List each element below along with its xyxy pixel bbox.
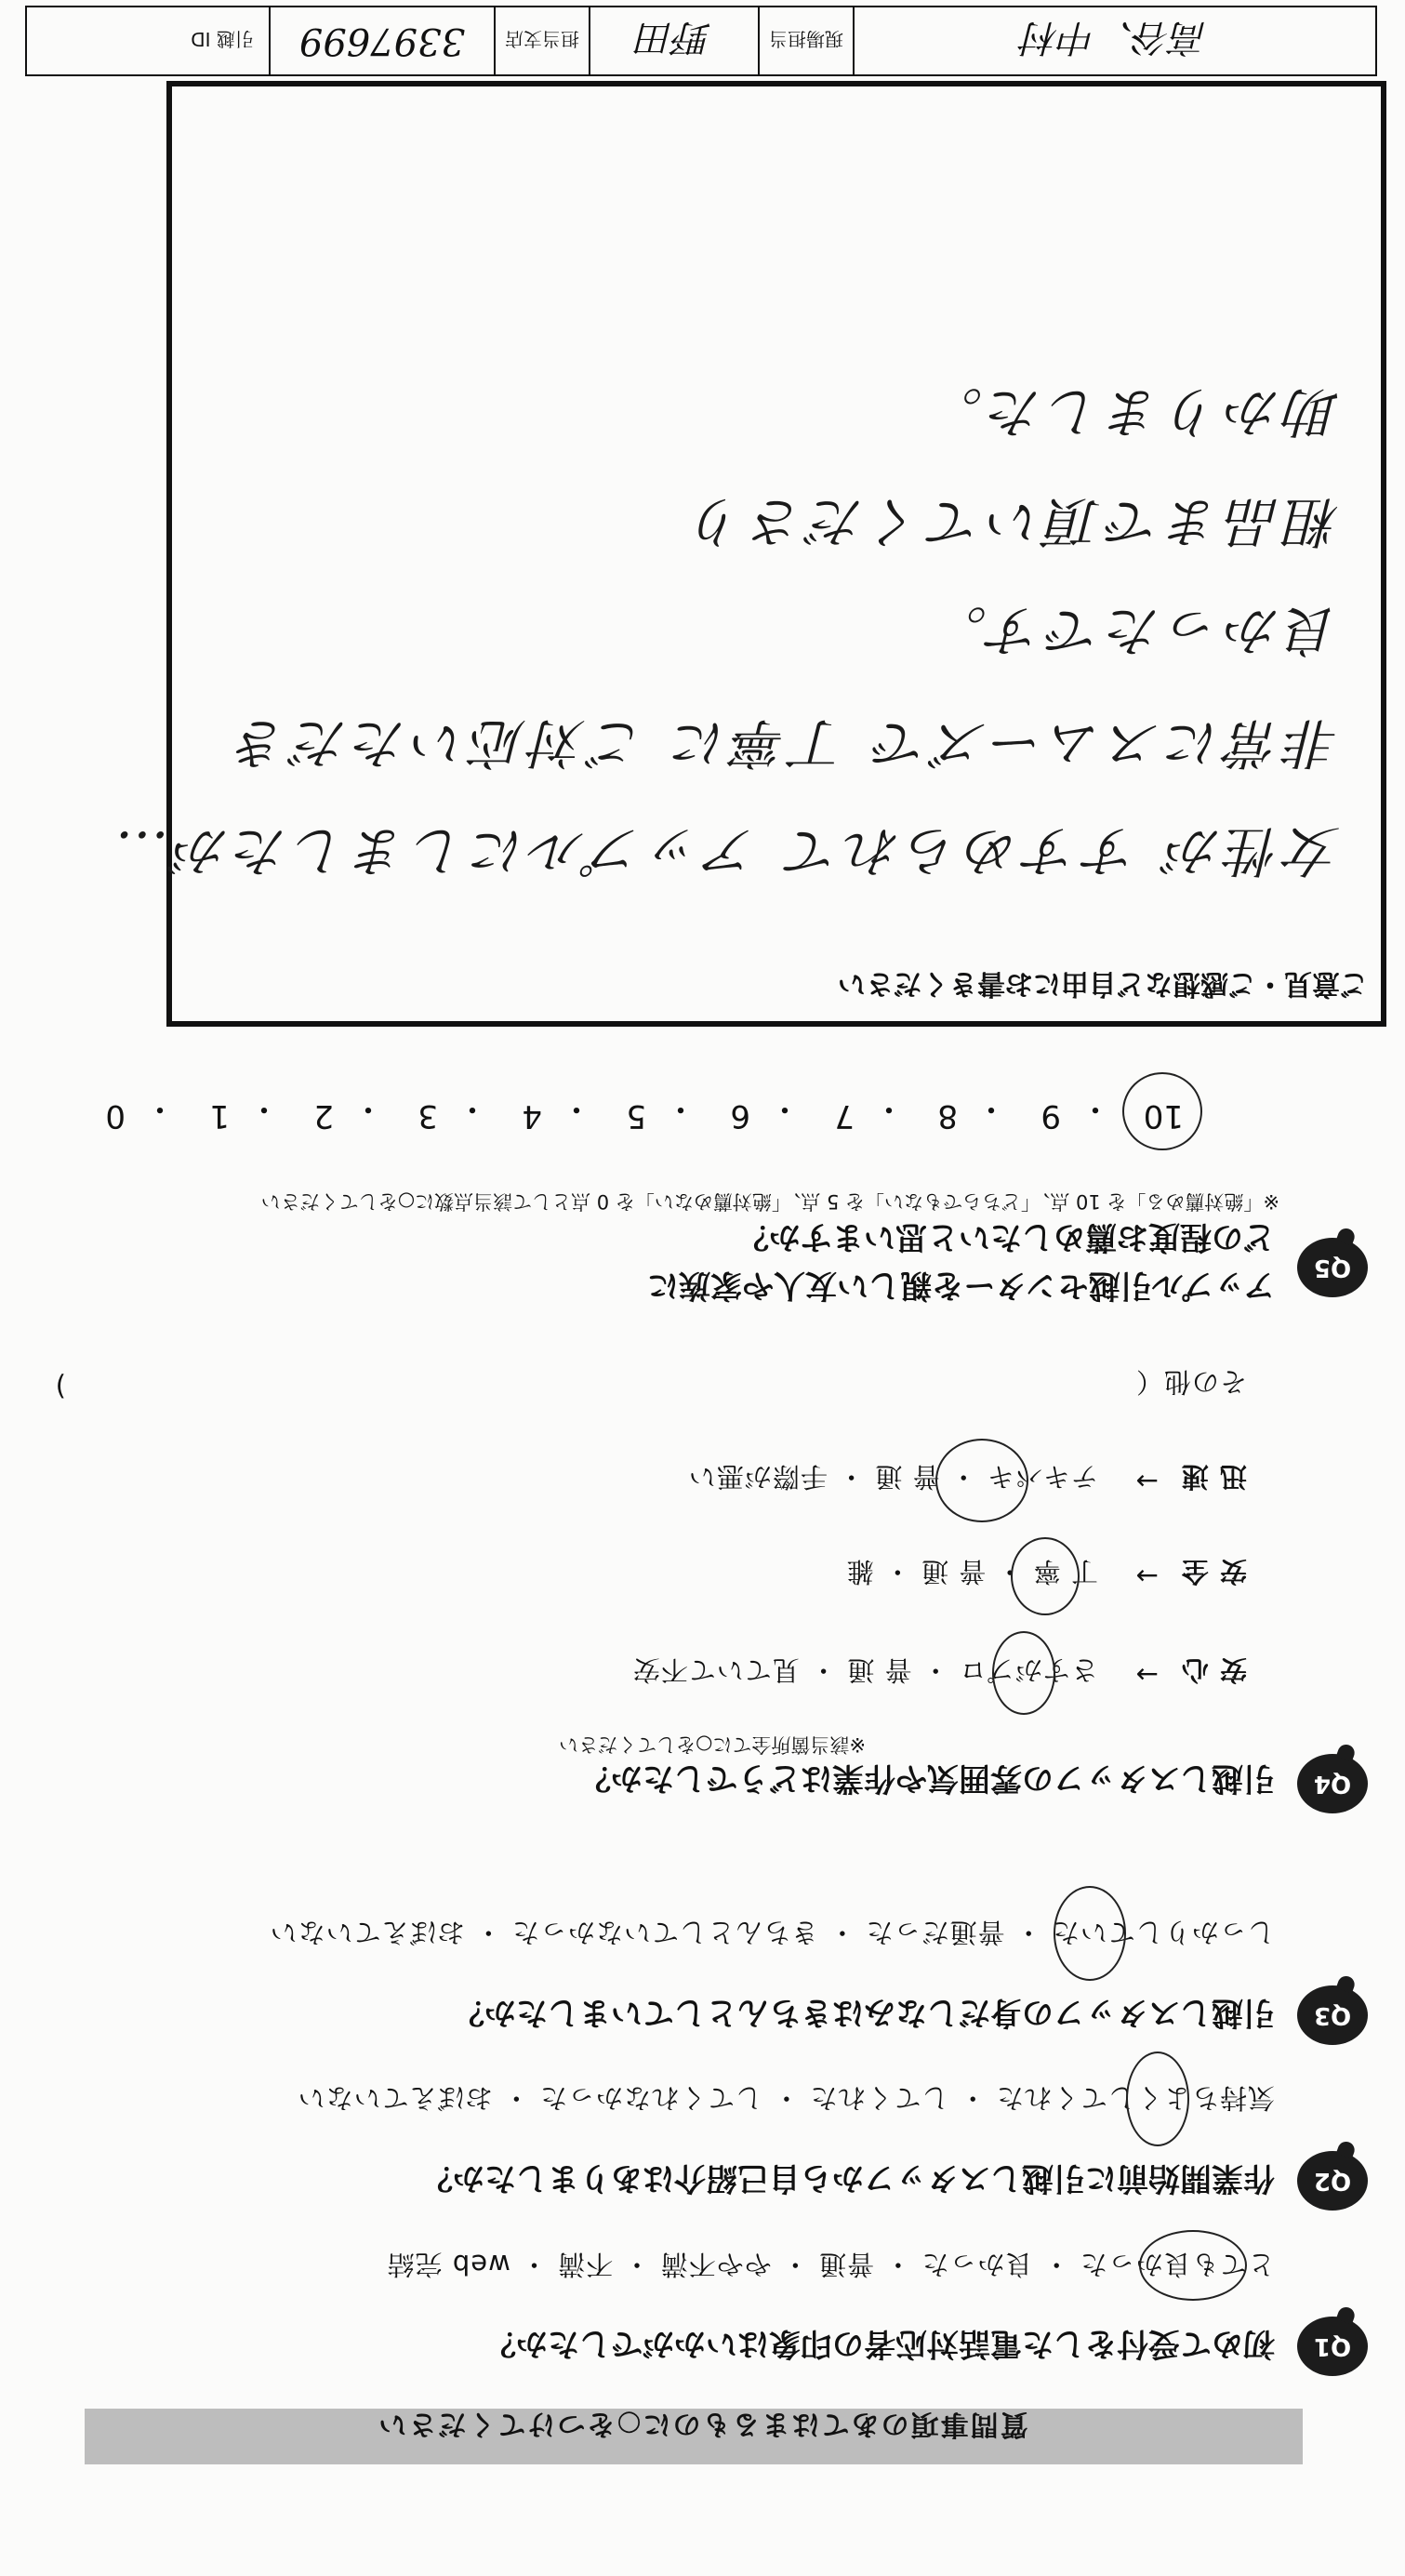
q5-scale-3: 3 [418, 1097, 438, 1135]
q5-scale-10: 10 [1143, 1097, 1184, 1135]
q1-selection-circle [1139, 2230, 1247, 2301]
q5-scale-8: 8 [937, 1097, 958, 1135]
q4-row-anzen-label: 安 全 [1180, 1556, 1247, 1587]
q1-text: 初めて受付をした電話対応者の印象はいかがでしたか？ [484, 2325, 1275, 2362]
q5-scale-4: 4 [522, 1097, 542, 1135]
leader-label: 現場担当 [769, 28, 843, 51]
q5-scale-0: 0 [105, 1097, 126, 1135]
q4-row-anshin-options: さすがプロ ・ 普 通 ・ 見ていて不安 [631, 1654, 1098, 1686]
branch-label: 担当支店 [505, 28, 579, 51]
q4-text: 引越しスタッフの雰囲気や作業はどうでしたか？ [579, 1759, 1275, 1797]
q5-badge: Q5 [1297, 1238, 1368, 1297]
leader-value-cell [853, 7, 1375, 74]
id-label-cell [176, 7, 269, 74]
q4-row-anzen-options: 丁 寧 ・ 普 通 ・ 雑 [845, 1556, 1098, 1587]
comment-label: ご意見・ご感想など自由にお書きください [838, 967, 1368, 1000]
q5-text: アップル引越センターを親しい友人や家族に [647, 1267, 1275, 1304]
q5-scale-2: 2 [313, 1097, 334, 1135]
q4-row-jinsoku-options: テキパキ ・ 普 通 ・ 手際が悪い [687, 1461, 1098, 1493]
q3-options: しっかりしていた ・ 普通だった ・ きちんとしていなかった ・ おぼえていない [269, 1917, 1275, 1948]
q2-text: 作業開始前に引越しスタッフから自己紹介はありましたか？ [421, 2159, 1275, 2197]
q2-badge: Q2 [1297, 2151, 1368, 2211]
comment-line-5: 助かりました。 [922, 380, 1340, 444]
q4-jinsoku-selection-circle [935, 1439, 1028, 1522]
q1-badge: Q1 [1297, 2317, 1368, 2376]
q5-note: ※「絶対薦める」を 10 点、「どちらでもない」を 5 点、「絶対薦めない」を 0 点として該当点数に○をしてください [260, 1190, 1279, 1213]
q5-text-line2: どの程度お薦めしたいと思いますか？ [737, 1218, 1275, 1255]
q5-scale-7: 7 [834, 1097, 855, 1135]
q5-scale-1: 1 [209, 1097, 230, 1135]
comment-line-2: 非常にスムーズで 丁寧に ご対応いただき [228, 711, 1340, 775]
q5-scale-6: 6 [730, 1097, 750, 1135]
q2-selection-circle [1126, 2052, 1189, 2146]
q1-options: とても良かった ・ 良かった ・ 普通 ・ やや不満 ・ 不満 ・ web 完結 [386, 2249, 1275, 2280]
leader-value: 高谷、中村 [1022, 16, 1208, 60]
id-value-cell [269, 7, 494, 74]
id-label: 引越 ID [191, 28, 254, 51]
q4-row-jinsoku-arrow: → [1134, 1466, 1159, 1497]
branch-value-cell [589, 7, 758, 74]
form-header: 質問事項のあてはまるものに○をつけてください [377, 2408, 1028, 2440]
branch-label-cell [494, 7, 589, 74]
comment-line-3: 良かったです。 [927, 599, 1340, 662]
q4-anshin-selection-circle [992, 1631, 1055, 1715]
q4-other: その他（ [1134, 1366, 1247, 1398]
q4-note: ※該当箇所全てに○をしてください [559, 1733, 866, 1756]
q3-selection-circle [1054, 1886, 1126, 1981]
q4-row-jinsoku-label: 迅 速 [1180, 1461, 1247, 1493]
q5-scale: 10 ・ 9 ・ 8 ・ 7 ・ 6 ・ 5 ・ 4 ・ 3 ・ 2 ・ 1 ・ 0 [105, 1090, 1184, 1135]
branch-value: 野田 [637, 16, 711, 60]
q4-anzen-selection-circle [1011, 1537, 1080, 1615]
leader-label-cell [758, 7, 853, 74]
q5-scale-9: 9 [1040, 1097, 1061, 1135]
q4-row-anshin-label: 安 心 [1180, 1654, 1247, 1686]
id-value: 3397699 [298, 20, 466, 62]
comment-line-4: 粗品まで頂いてくださり [684, 490, 1340, 553]
q4-row-anshin-arrow: → [1134, 1659, 1159, 1691]
q4-row-anzen-arrow: → [1134, 1560, 1159, 1592]
q5-selection-circle [1122, 1072, 1202, 1150]
q3-badge: Q3 [1297, 1985, 1368, 2045]
q2-options: 気持ちよくしてくれた ・ してくれた ・ してくれなかった ・ おぼえていない [297, 2082, 1275, 2114]
q4-other-close: ) [54, 1371, 66, 1402]
footer-table [25, 6, 1377, 76]
comment-line-1: 女性が すすめられて アップルにしましたが… [109, 819, 1340, 883]
q4-badge: Q4 [1297, 1754, 1368, 1813]
q5-scale-5: 5 [626, 1097, 646, 1135]
q3-text: 引越しスタッフの身だしなみはきちんとしていましたか？ [453, 1994, 1275, 2031]
